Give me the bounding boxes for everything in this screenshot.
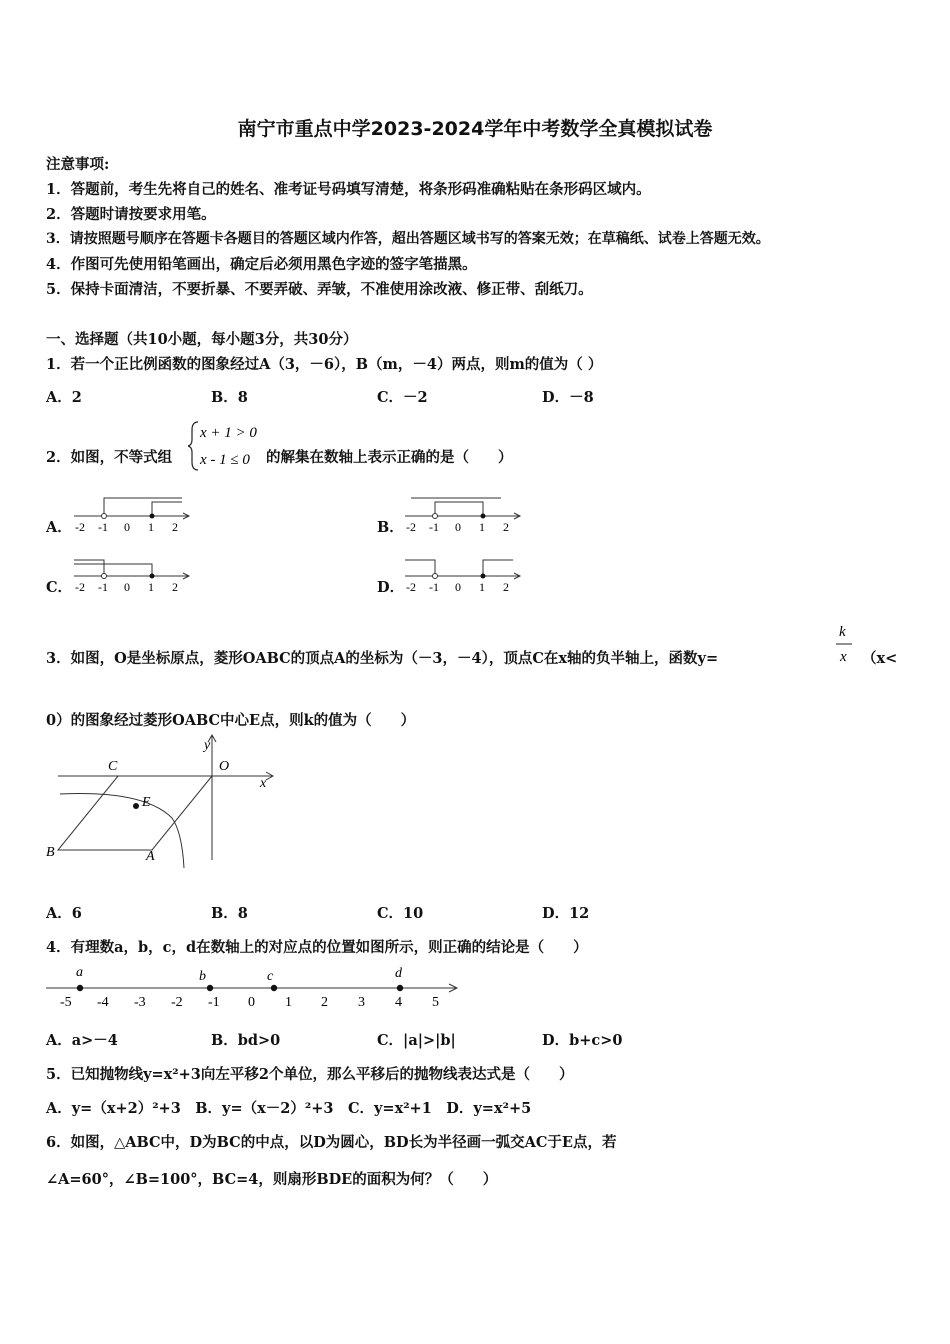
- solution-ray-1: [104, 498, 182, 516]
- page-title: 南宁市重点中学2023-2024学年中考数学全真模拟试卷: [237, 118, 713, 140]
- question-2-stem-suffix: 的解集在数轴上表示正确的是（ ）: [266, 449, 513, 466]
- solution-ray-left: [405, 560, 435, 576]
- point-c: [271, 985, 277, 991]
- fraction-denominator: x: [840, 649, 847, 665]
- point-b: [207, 985, 213, 991]
- tick-labels: [60, 995, 439, 1010]
- number-line-a: [70, 494, 194, 534]
- open-point: [102, 574, 107, 579]
- solution-ray-left: [74, 564, 152, 576]
- notice-item: 4．作图可先使用铅笔画出，确定后必须用黑色字迹的签字笔描黑。: [46, 256, 477, 273]
- closed-point: [150, 574, 155, 579]
- label-a: A: [146, 849, 155, 864]
- q2-option-a[interactable]: A．: [46, 519, 72, 536]
- label-b: b: [199, 969, 206, 984]
- question-1-stem: 1．若一个正比例函数的图象经过A（3，－6），B（m，－4）两点，则m的值为（ ）: [46, 356, 603, 373]
- tick-label: -2: [171, 995, 183, 1010]
- number-line-c: [70, 556, 194, 596]
- fraction-k-over-x: [834, 620, 854, 666]
- question-3-stem-line2: 0）的图象经过菱形OABC中心E点，则k的值为（ ）: [46, 712, 416, 729]
- notice-item: 2．答题时请按要求用笔。: [46, 206, 216, 223]
- q3-option-d[interactable]: D．12: [542, 905, 590, 922]
- tick-label: -1: [429, 580, 439, 594]
- tick-label: 1: [148, 520, 154, 534]
- tick-label: 1: [479, 580, 485, 594]
- solution-ray-right: [483, 560, 513, 576]
- tick-label: -2: [75, 520, 85, 534]
- q4-option-b[interactable]: B．bd>0: [211, 1032, 281, 1049]
- section-heading: 一、选择题（共10小题，每小题3分，共30分）: [46, 331, 358, 348]
- tick-label: -1: [98, 580, 108, 594]
- number-line-b: [401, 494, 525, 534]
- label-c: c: [267, 969, 274, 984]
- notice-heading: 注意事项:: [46, 156, 110, 173]
- question-6-stem-line1: 6．如图，△ABC中，D为BC的中点，以D为圆心，BD长为半径画一弧交AC于E点，若: [46, 1134, 617, 1151]
- question-3-stem-line1: 3．如图，O是坐标原点，菱形OABC的顶点A的坐标为（－3，－4），顶点C在x轴的负半轴上，函数y=: [46, 650, 719, 667]
- tick-label: -3: [134, 995, 146, 1010]
- point-d: [397, 985, 403, 991]
- tick-label: 4: [395, 995, 402, 1010]
- q1-option-b[interactable]: B．8: [211, 389, 248, 406]
- point-a: [77, 985, 83, 991]
- label-e: E: [142, 795, 151, 810]
- tick-label: -4: [97, 995, 109, 1010]
- fraction-numerator: k: [839, 624, 846, 640]
- tick-label: -1: [208, 995, 220, 1010]
- q1-option-c[interactable]: C．－2: [377, 389, 428, 406]
- tick-labels: [75, 580, 178, 594]
- tick-label: 2: [172, 520, 178, 534]
- tick-label: 5: [432, 995, 439, 1010]
- number-line-abcd: [44, 960, 464, 1010]
- label-a: a: [76, 965, 83, 980]
- q2-option-d[interactable]: D．: [377, 579, 405, 596]
- q1-option-d[interactable]: D．－8: [542, 389, 594, 406]
- solution-segment: [435, 502, 483, 516]
- label-b: B: [46, 845, 55, 860]
- label-x: x: [260, 776, 267, 791]
- q4-option-a[interactable]: A．a>－4: [46, 1032, 118, 1049]
- center-point-e: [133, 803, 139, 809]
- tick-labels: [75, 520, 178, 534]
- tick-label: 0: [124, 580, 130, 594]
- tick-label: 0: [455, 520, 461, 534]
- q1-option-a[interactable]: A．2: [46, 389, 82, 406]
- inequality-system: [188, 418, 268, 474]
- tick-label: 2: [503, 580, 509, 594]
- label-d: d: [395, 966, 402, 981]
- tick-label: 0: [124, 520, 130, 534]
- tick-label: 2: [503, 520, 509, 534]
- tick-labels: [406, 580, 509, 594]
- question-4-stem: 4．有理数a，b，c，d在数轴上的对应点的位置如图所示，则正确的结论是（ ）: [46, 939, 588, 956]
- q4-option-c[interactable]: C．|a|>|b|: [377, 1032, 456, 1049]
- tick-label: 0: [455, 580, 461, 594]
- tick-label: -1: [429, 520, 439, 534]
- open-point: [433, 514, 438, 519]
- number-line-d: [401, 556, 525, 596]
- tick-label: 2: [321, 995, 328, 1010]
- closed-point: [150, 514, 155, 519]
- q4-option-d[interactable]: D．b+c>0: [542, 1032, 623, 1049]
- notice-item: 1．答题前，考生先将自己的姓名、准考证号码填写清楚，将条形码准确粘贴在条形码区域内。: [46, 181, 651, 198]
- label-o: O: [219, 759, 230, 774]
- hyperbola-curve: [60, 794, 184, 869]
- open-point: [102, 514, 107, 519]
- notice-item: 5．保持卡面清洁，不要折暴、不要弄破、弄皱，不准使用涂改液、修正带、刮纸刀。: [46, 281, 593, 298]
- rhombus-figure: [44, 732, 276, 874]
- q5-options[interactable]: A．y=（x+2）²+3 B．y=（x－2）²+3 C．y=x²+1 D．y=x²+5: [46, 1100, 532, 1117]
- open-point: [433, 574, 438, 579]
- brace-shape: [188, 422, 198, 470]
- solution-ray-left-2: [74, 560, 104, 576]
- label-c: C: [108, 759, 118, 774]
- tick-label: -2: [406, 520, 416, 534]
- question-5-stem: 5．已知抛物线y=x²+3向左平移2个单位，那么平移后的抛物线表达式是（ ）: [46, 1066, 574, 1083]
- question-2-stem-prefix: 2．如图，不等式组: [46, 449, 173, 466]
- tick-label: 1: [479, 520, 485, 534]
- solution-ray-2: [152, 502, 182, 516]
- q3-option-a[interactable]: A．6: [46, 905, 82, 922]
- tick-labels: [406, 520, 509, 534]
- q3-option-b[interactable]: B．8: [211, 905, 248, 922]
- inequality-1: x + 1 > 0: [200, 425, 257, 441]
- tick-label: 1: [148, 580, 154, 594]
- rhombus-oabc: [58, 776, 212, 850]
- tick-label: -2: [75, 580, 85, 594]
- label-y: y: [204, 738, 211, 753]
- question-3-stem-line1-end: （x<: [862, 650, 898, 667]
- notice-item: 3．请按照题号顺序在答题卡各题目的答题区域内作答，超出答题区域书写的答案无效；在草稿纸、试卷上答题无效。: [46, 231, 770, 247]
- q2-option-c[interactable]: C．: [46, 579, 73, 596]
- tick-label: 1: [285, 995, 292, 1010]
- closed-point: [481, 514, 486, 519]
- tick-label: -5: [60, 995, 72, 1010]
- tick-label: 3: [358, 995, 365, 1010]
- q2-option-b[interactable]: B．: [377, 519, 404, 536]
- tick-label: 0: [248, 995, 255, 1010]
- question-6-stem-line2: ∠A=60°，∠B=100°，BC=4，则扇形BDE的面积为何？（ ）: [46, 1171, 498, 1188]
- tick-label: -1: [98, 520, 108, 534]
- closed-point: [481, 574, 486, 579]
- inequality-2: x - 1 ≤ 0: [200, 452, 250, 468]
- q3-option-c[interactable]: C．10: [377, 905, 424, 922]
- tick-label: 2: [172, 580, 178, 594]
- tick-label: -2: [406, 580, 416, 594]
